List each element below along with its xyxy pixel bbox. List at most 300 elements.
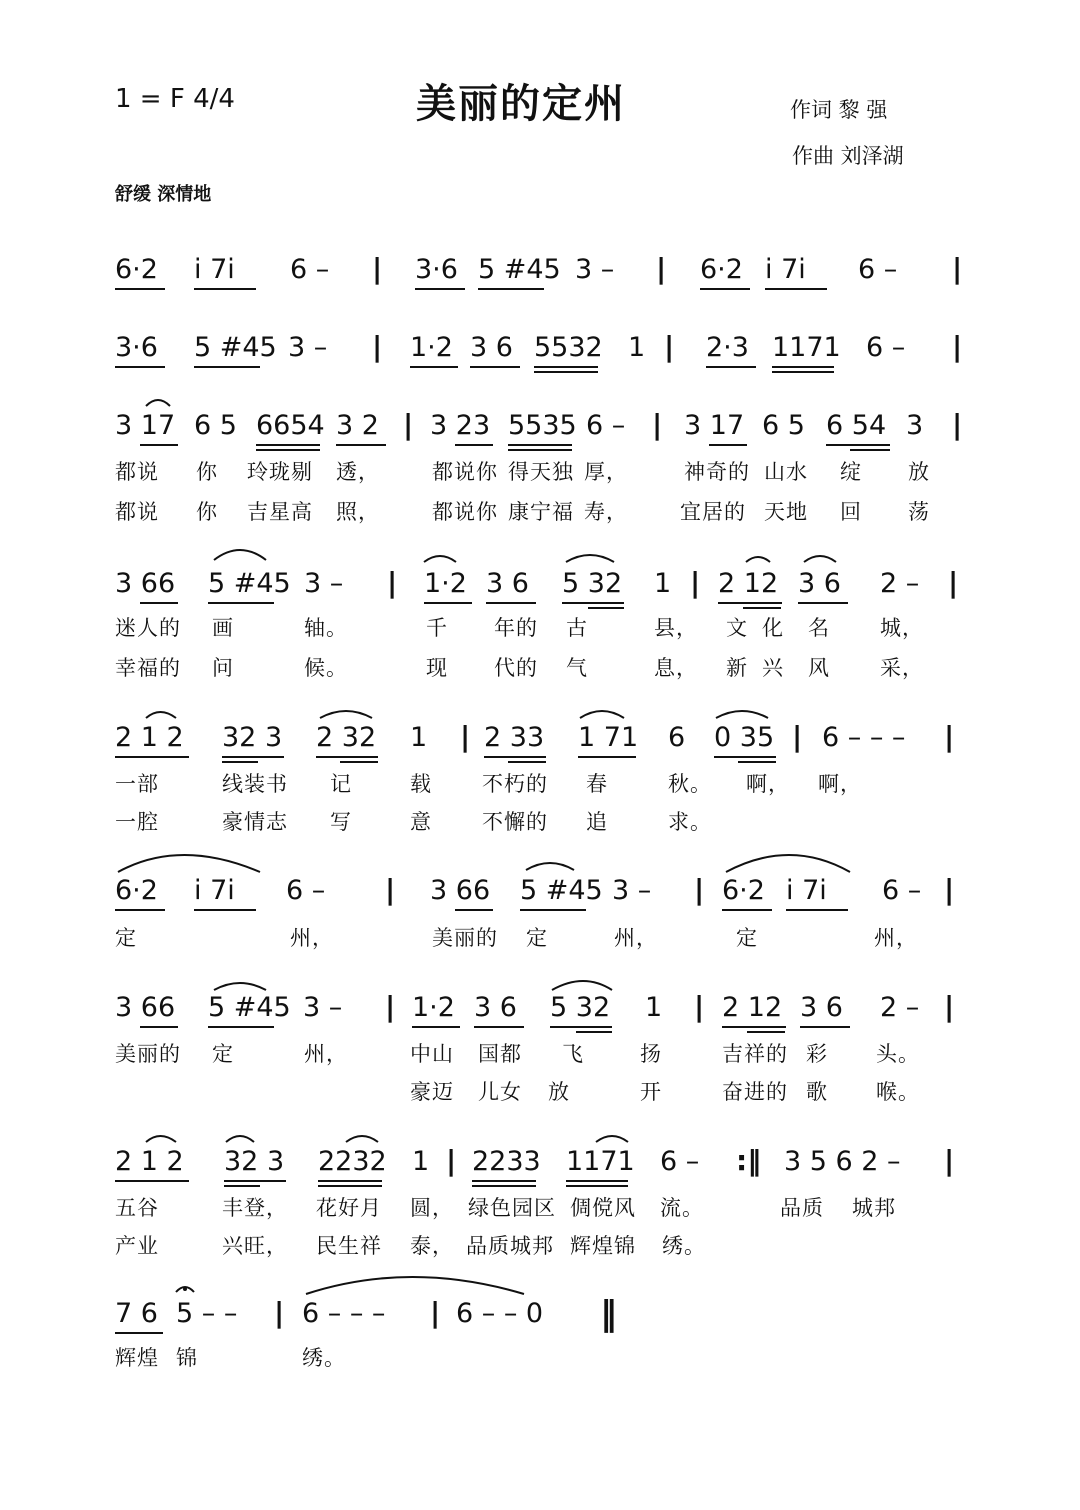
lyric: 儿女 (478, 1080, 522, 1104)
barline: | (952, 252, 963, 285)
note-group: 5 #45 (478, 254, 561, 285)
lyric: 天地 (764, 500, 808, 524)
lyric: 玲珑剔 (247, 460, 313, 484)
lyric: 绿色园区 (468, 1196, 556, 1220)
note-group: 3 6 (470, 332, 513, 363)
underline (484, 756, 546, 758)
barline: | (792, 720, 803, 753)
note-group: 3 – (288, 332, 328, 363)
note-group: 1·2 (424, 568, 467, 599)
note-group: 6 – (586, 410, 626, 441)
note-group: 6 – (286, 875, 326, 906)
slur (320, 711, 372, 718)
underline (140, 602, 178, 604)
underline (424, 602, 472, 604)
note-group: 3·6 (415, 254, 458, 285)
lyric: 定 (115, 926, 137, 950)
underline (520, 909, 586, 911)
composer-credit: 作曲 刘泽湖 (792, 144, 904, 168)
note-group: 1 71 (578, 722, 639, 753)
lyric: 代的 (494, 656, 538, 680)
lyric: 你 (196, 460, 218, 484)
barline: | (652, 408, 663, 441)
lyric: 都说 (115, 460, 159, 484)
lyric: 五谷 (115, 1196, 159, 1220)
barline: | (664, 330, 675, 363)
lyric: 记 (330, 772, 352, 796)
lyric: 绽 (840, 460, 862, 484)
underline (826, 444, 890, 446)
slur (146, 712, 176, 718)
underline (588, 607, 624, 609)
note-group: 6 54 (826, 410, 887, 441)
note-group: 6 (668, 722, 686, 753)
underline (786, 909, 848, 911)
note-group: 1·2 (410, 332, 453, 363)
note-group: 2 12 (722, 992, 783, 1023)
lyric: 城邦 (852, 1196, 896, 1220)
underline (410, 366, 458, 368)
underline (222, 756, 284, 758)
note-group: 3 66 (115, 992, 176, 1023)
lyric: 花好月 (316, 1196, 382, 1220)
underline (194, 288, 256, 290)
lyric: 兴 (762, 656, 784, 680)
underline (534, 371, 598, 373)
underline (318, 1185, 382, 1187)
slur (552, 981, 612, 990)
slur (146, 1136, 176, 1142)
note-group: 5 32 (550, 992, 611, 1023)
underline (800, 1026, 850, 1028)
note-group: 32 3 (224, 1146, 285, 1177)
underline (566, 1185, 628, 1187)
barline: | (274, 1296, 285, 1329)
barline: | (385, 873, 396, 906)
note-group: 1 (628, 332, 646, 363)
lyric: 你 (196, 500, 218, 524)
underline (576, 1031, 612, 1033)
lyricist-credit: 作词 黎 强 (790, 98, 888, 122)
slur (424, 556, 456, 562)
slur (580, 711, 624, 718)
lyric: 气 (566, 656, 588, 680)
underline (336, 444, 386, 446)
lyric: 辉煌锦 (570, 1234, 636, 1258)
barline: | (460, 720, 471, 753)
slur (726, 855, 850, 872)
barline: | (446, 1144, 457, 1177)
lyric: 国都 (478, 1042, 522, 1066)
fermata-dot (183, 1287, 187, 1291)
barline: | (403, 408, 414, 441)
lyric: 寿， (584, 500, 628, 524)
lyric: 候。 (304, 656, 348, 680)
note-group: 3 – (304, 568, 344, 599)
slur (716, 711, 768, 718)
lyric: 息， (654, 656, 698, 680)
note-group: 1·2 (412, 992, 455, 1023)
underline (115, 288, 165, 290)
note-group: 6 – – – (302, 1298, 386, 1329)
lyric: 春 (586, 772, 608, 796)
underline (772, 366, 834, 368)
note-group: 1171 (566, 1146, 635, 1177)
note-group: i 7i (194, 254, 235, 285)
underline (850, 449, 890, 451)
barline: | (694, 990, 705, 1023)
note-group: 3 17 (684, 410, 745, 441)
underline (194, 909, 256, 911)
barline: | (948, 566, 959, 599)
slur (746, 557, 770, 562)
underline (562, 602, 624, 604)
underline (140, 444, 178, 446)
note-group: 7 6 (115, 1298, 158, 1329)
underline (714, 756, 776, 758)
underline (718, 602, 782, 604)
underline (140, 1026, 178, 1028)
lyric: 千 (426, 616, 448, 640)
barline: | (952, 330, 963, 363)
lyric: 荡 (908, 500, 930, 524)
fermata-icon (176, 1287, 194, 1292)
underline (224, 1180, 286, 1182)
lyric: 定 (736, 926, 758, 950)
underline (743, 607, 781, 609)
slur (214, 983, 266, 990)
note-group: 6·2 (722, 875, 765, 906)
lyric: 追 (586, 810, 608, 834)
note-group: 3 5 6 2 – (784, 1146, 901, 1177)
lyric: 锦 (176, 1346, 198, 1370)
lyric: 古 (566, 616, 588, 640)
underline (508, 444, 572, 446)
slur (566, 555, 614, 562)
underline (798, 602, 848, 604)
underline (566, 1180, 628, 1182)
note-group: 3 66 (115, 568, 176, 599)
barline: | (387, 566, 398, 599)
lyric: 品质城邦 (466, 1234, 554, 1258)
lyric: 绣。 (662, 1234, 706, 1258)
underline (722, 1026, 786, 1028)
note-group: 6 – (290, 254, 330, 285)
underline (115, 1180, 189, 1182)
lyric: 定 (526, 926, 548, 950)
note-group: 1 (654, 568, 672, 599)
underline (747, 1031, 785, 1033)
lyric: 秋。 (668, 772, 712, 796)
lyric: 中山 (410, 1042, 454, 1066)
underline (318, 1180, 382, 1182)
underline (208, 1026, 274, 1028)
underline (772, 371, 834, 373)
underline (508, 761, 546, 763)
note-group: 2 1 2 (115, 722, 184, 753)
barline: | (944, 720, 955, 753)
lyric: 不懈的 (482, 810, 548, 834)
slur (306, 1277, 524, 1294)
note-group: 32 3 (222, 722, 283, 753)
lyric: 透， (336, 460, 380, 484)
lyric: 年的 (494, 616, 538, 640)
slur (526, 863, 574, 870)
lyric: 线装书 (222, 772, 288, 796)
lyric: 回 (840, 500, 862, 524)
note-group: 3 23 (430, 410, 491, 441)
slur (214, 550, 266, 560)
note-group: 1171 (772, 332, 841, 363)
lyric: 不朽的 (482, 772, 548, 796)
lyric: 照， (336, 500, 380, 524)
note-group: 3 17 (115, 410, 176, 441)
lyric: 绣。 (302, 1346, 346, 1370)
note-group: 3 – (575, 254, 615, 285)
lyric: 都说 (115, 500, 159, 524)
lyric: 放 (908, 460, 930, 484)
barline: | (656, 252, 667, 285)
underline (472, 1185, 536, 1187)
lyric: 载 (410, 772, 432, 796)
barline: | (372, 252, 383, 285)
lyric: 现 (426, 656, 448, 680)
lyric: 喉。 (876, 1080, 920, 1104)
key-signature: 1 = F 4/4 (115, 84, 235, 114)
underline (550, 1026, 612, 1028)
underline (700, 288, 750, 290)
underline (470, 366, 520, 368)
note-group: 5532 (534, 332, 603, 363)
underline (256, 444, 320, 446)
note-group: i 7i (194, 875, 235, 906)
note-group: 6·2 (700, 254, 743, 285)
lyric: 开 (640, 1080, 662, 1104)
note-group: 5 #45 (208, 992, 291, 1023)
lyric: 轴。 (304, 616, 348, 640)
note-group: 3 6 (486, 568, 529, 599)
underline (508, 449, 572, 451)
lyric: 流。 (660, 1196, 704, 1220)
underline (709, 444, 747, 446)
underline (578, 756, 636, 758)
repeat-sign: :‖ (736, 1144, 762, 1177)
lyric: 美丽的 (432, 926, 498, 950)
note-group: 2 – (880, 992, 920, 1023)
slur (804, 556, 836, 562)
note-group: 5 #45 (520, 875, 603, 906)
lyric: 倜傥风 (570, 1196, 636, 1220)
note-group: 1 (412, 1146, 430, 1177)
note-group: 2233 (472, 1146, 541, 1177)
note-group: 6 5 (194, 410, 237, 441)
slur (226, 1136, 254, 1142)
note-group: 6·2 (115, 875, 158, 906)
underline (412, 1026, 460, 1028)
note-group: 3 (906, 410, 924, 441)
lyric: 定 (212, 1042, 234, 1066)
barline: | (944, 990, 955, 1023)
note-group: 3 2 (336, 410, 379, 441)
underline (115, 1332, 163, 1334)
lyric: 啊， (746, 772, 790, 796)
slur (118, 855, 260, 872)
lyric: 品质 (780, 1196, 824, 1220)
lyric: 康宁福 (508, 500, 574, 524)
barline: | (372, 330, 383, 363)
lyric: 民生祥 (316, 1234, 382, 1258)
underline (486, 602, 536, 604)
lyric: 厚， (584, 460, 628, 484)
lyric: 州， (304, 1042, 348, 1066)
lyric: 写 (330, 810, 352, 834)
underline (455, 444, 493, 446)
lyric: 都说你 (432, 460, 498, 484)
lyric: 泰， (410, 1234, 454, 1258)
lyric: 风 (808, 656, 830, 680)
note-group: 1 (410, 722, 428, 753)
note-group: 6 5 (762, 410, 805, 441)
underline (474, 1026, 524, 1028)
lyric: 美丽的 (115, 1042, 181, 1066)
underline (472, 1180, 536, 1182)
barline: | (690, 566, 701, 599)
note-group: 6654 (256, 410, 325, 441)
lyric: 幸福的 (115, 656, 181, 680)
note-group: 2 – (880, 568, 920, 599)
note-group: 6 – (858, 254, 898, 285)
tempo-marking: 舒缓 深情地 (115, 184, 212, 205)
note-group: i 7i (765, 254, 806, 285)
note-group: 3 6 (800, 992, 843, 1023)
underline (256, 449, 320, 451)
lyric: 彩 (806, 1042, 828, 1066)
note-group: 2 32 (316, 722, 377, 753)
underline (194, 366, 260, 368)
underline (224, 1185, 260, 1187)
barline: | (952, 408, 963, 441)
note-group: 2·3 (706, 332, 749, 363)
lyric: 吉星高 (247, 500, 313, 524)
note-group: 2 1 2 (115, 1146, 184, 1177)
lyric: 丰登， (222, 1196, 288, 1220)
note-group: 3 6 (474, 992, 517, 1023)
underline (222, 761, 258, 763)
slur (346, 1136, 378, 1142)
underline (706, 366, 756, 368)
barline: | (944, 873, 955, 906)
slur (146, 400, 170, 406)
lyric: 兴旺， (222, 1234, 288, 1258)
lyric: 名 (808, 616, 830, 640)
note-group: 5 – – (176, 1298, 238, 1329)
note-group: 5 #45 (208, 568, 291, 599)
lyric: 神奇的 (684, 460, 750, 484)
underline (765, 288, 827, 290)
lyric: 辉煌 (115, 1346, 159, 1370)
lyric: 豪情志 (222, 810, 288, 834)
note-group: 3 – (612, 875, 652, 906)
note-group: 5535 (508, 410, 577, 441)
underline (738, 761, 776, 763)
note-group: 1 (645, 992, 663, 1023)
lyric: 迷人的 (115, 616, 181, 640)
lyric: 问 (212, 656, 234, 680)
underline (534, 366, 598, 368)
underline (478, 288, 544, 290)
lyric: 新 (726, 656, 748, 680)
lyric: 头。 (876, 1042, 920, 1066)
underline (115, 366, 165, 368)
note-group: 6·2 (115, 254, 158, 285)
barline: | (944, 1144, 955, 1177)
underline (722, 909, 772, 911)
lyric: 州， (874, 926, 918, 950)
note-group: 5 #45 (194, 332, 277, 363)
underline (115, 756, 189, 758)
lyric: 啊， (818, 772, 862, 796)
barline: | (385, 990, 396, 1023)
lyric: 县， (654, 616, 698, 640)
note-group: 2 33 (484, 722, 545, 753)
barline: | (430, 1296, 441, 1329)
note-group: 2232 (318, 1146, 387, 1177)
note-group: 6 – (660, 1146, 700, 1177)
lyric: 采， (880, 656, 924, 680)
lyric: 宜居的 (680, 500, 746, 524)
lyric: 州， (614, 926, 658, 950)
note-group: 6 – – – (822, 722, 906, 753)
note-group: 5 32 (562, 568, 623, 599)
note-group: 6 – (882, 875, 922, 906)
underline (208, 602, 274, 604)
lyric: 山水 (764, 460, 808, 484)
lyric: 圆， (410, 1196, 454, 1220)
note-group: 0 35 (714, 722, 775, 753)
note-group: 3 66 (430, 875, 491, 906)
lyric: 豪迈 (410, 1080, 454, 1104)
lyric: 州， (290, 926, 334, 950)
note-group: 3 6 (798, 568, 841, 599)
song-title: 美丽的定州 (416, 81, 626, 127)
note-group: 2 12 (718, 568, 779, 599)
lyric: 产业 (115, 1234, 159, 1258)
note-group: 3 – (303, 992, 343, 1023)
lyric: 画 (212, 616, 234, 640)
lyric: 得天独 (508, 460, 574, 484)
lyric: 城， (880, 616, 924, 640)
underline (455, 909, 493, 911)
lyric: 化 (762, 616, 784, 640)
note-group: 6 – (866, 332, 906, 363)
lyric: 一腔 (115, 810, 159, 834)
lyric: 一部 (115, 772, 159, 796)
lyric: 求。 (668, 810, 712, 834)
lyric: 奋进的 (722, 1080, 788, 1104)
barline: | (694, 873, 705, 906)
lyric: 都说你 (432, 500, 498, 524)
lyric: 飞 (562, 1042, 584, 1066)
lyric: 意 (410, 810, 432, 834)
slur (596, 1136, 628, 1142)
underline (415, 288, 465, 290)
lyric: 扬 (640, 1042, 662, 1066)
note-group: 6 – – 0 (456, 1298, 544, 1329)
underline (340, 761, 378, 763)
note-group: 3·6 (115, 332, 158, 363)
underline (316, 756, 378, 758)
note-group: i 7i (786, 875, 827, 906)
